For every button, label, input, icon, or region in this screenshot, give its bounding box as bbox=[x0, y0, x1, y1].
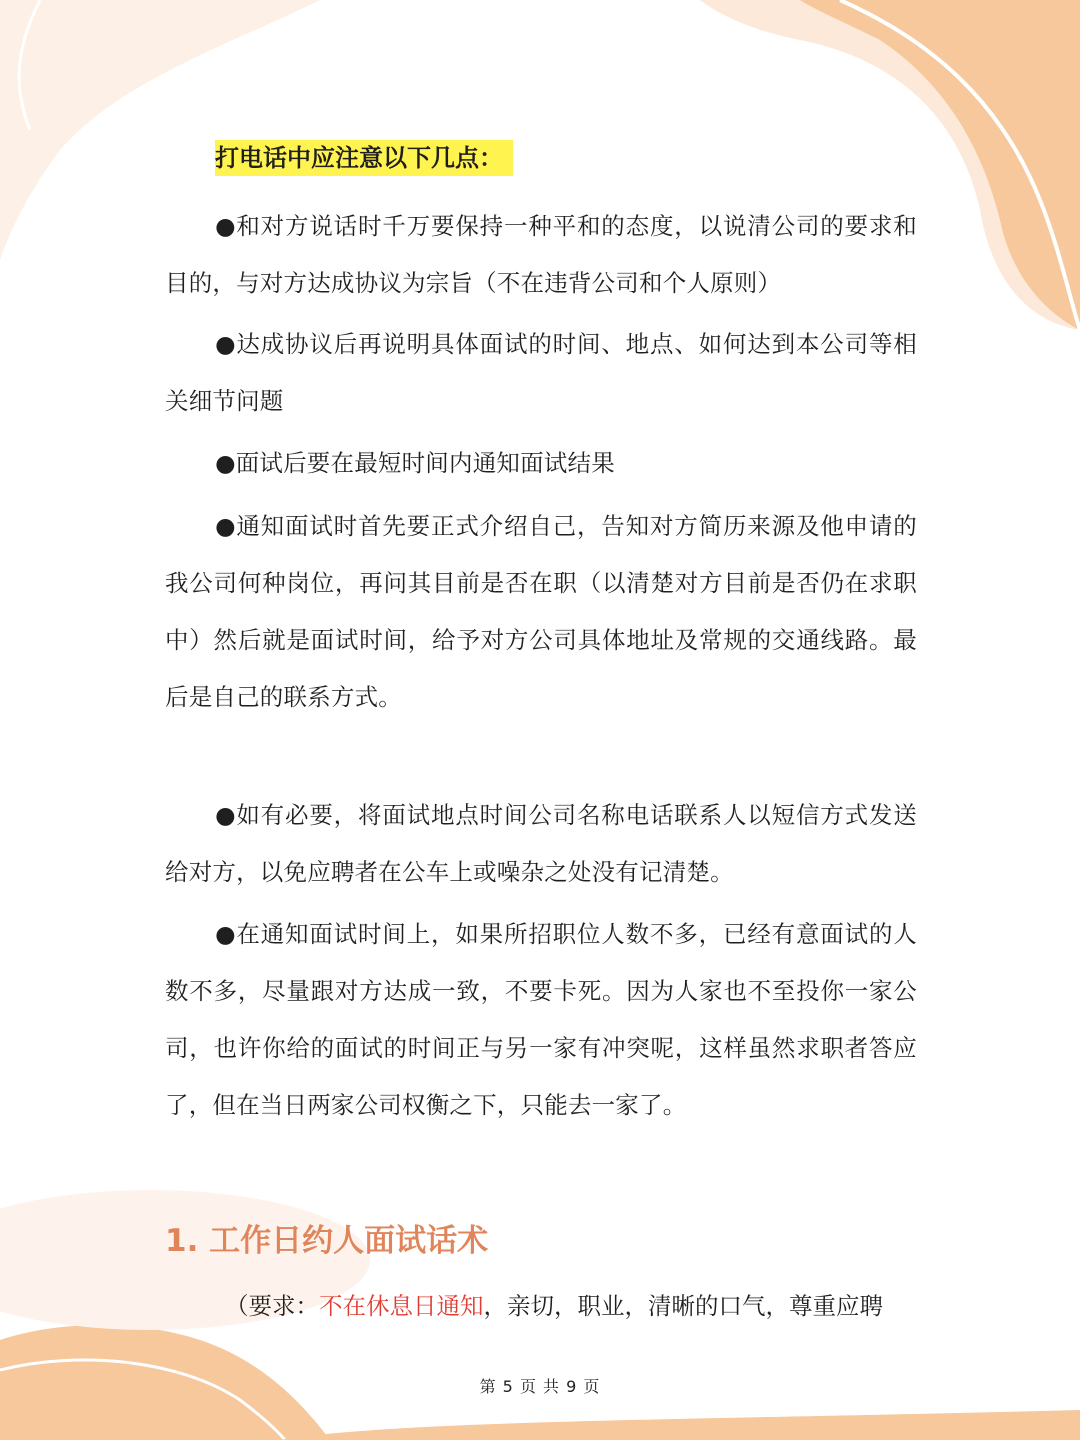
bullet-paragraph-6: ●在通知面试时间上，如果所招职位人数不多，已经有意面试的人数不多，尽量跟对方达成一致，不要卡死。因为人家也不至投你一家公司，也许你给的面试的时间正与另一家有冲突呢，这样虽然求职者答应了，但在当日两家公司权衡之下，只能去一家了。 bbox=[165, 920, 917, 1119]
requirement-suffix: ，亲切，职业，清晰的口气，尊重应聘 bbox=[483, 1292, 883, 1320]
bullet-paragraph-1: ●和对方说话时千万要保持一种平和的态度，以说清公司的要求和目的，与对方达成协议为宗旨（不在违背公司和个人原则） bbox=[165, 212, 917, 297]
requirement-highlight: 不在休息日通知 bbox=[319, 1292, 484, 1320]
bullet-paragraph-3: ●面试后要在最短时间内通知面试结果 bbox=[215, 449, 615, 477]
bullet-paragraph-5: ●如有必要，将面试地点时间公司名称电话联系人以短信方式发送给对方，以免应聘者在公车上或噪杂之处没有记清楚。 bbox=[165, 801, 917, 886]
bullet-paragraph-4: ●通知面试时首先要正式介绍自己，告知对方简历来源及他申请的我公司何种岗位，再问其目前是否在职（以清楚对方目前是否仍在求职中）然后就是面试时间，给予对方公司具体地址及常规的交通线路。最后是自己的联系方式。 bbox=[165, 512, 917, 711]
section-heading: 打电话中应注意以下几点： bbox=[215, 140, 513, 176]
page-number: 第 5 页 共 9 页 bbox=[479, 1377, 601, 1396]
requirement-line bbox=[165, 1278, 917, 1335]
bullet-paragraph-2: ●达成协议后再说明具体面试的时间、地点、如何达到本公司等相关细节问题 bbox=[165, 330, 917, 415]
requirement-prefix: （要求： bbox=[225, 1292, 319, 1320]
section-title: 1. 工作日约人面试话术 bbox=[165, 1223, 489, 1259]
